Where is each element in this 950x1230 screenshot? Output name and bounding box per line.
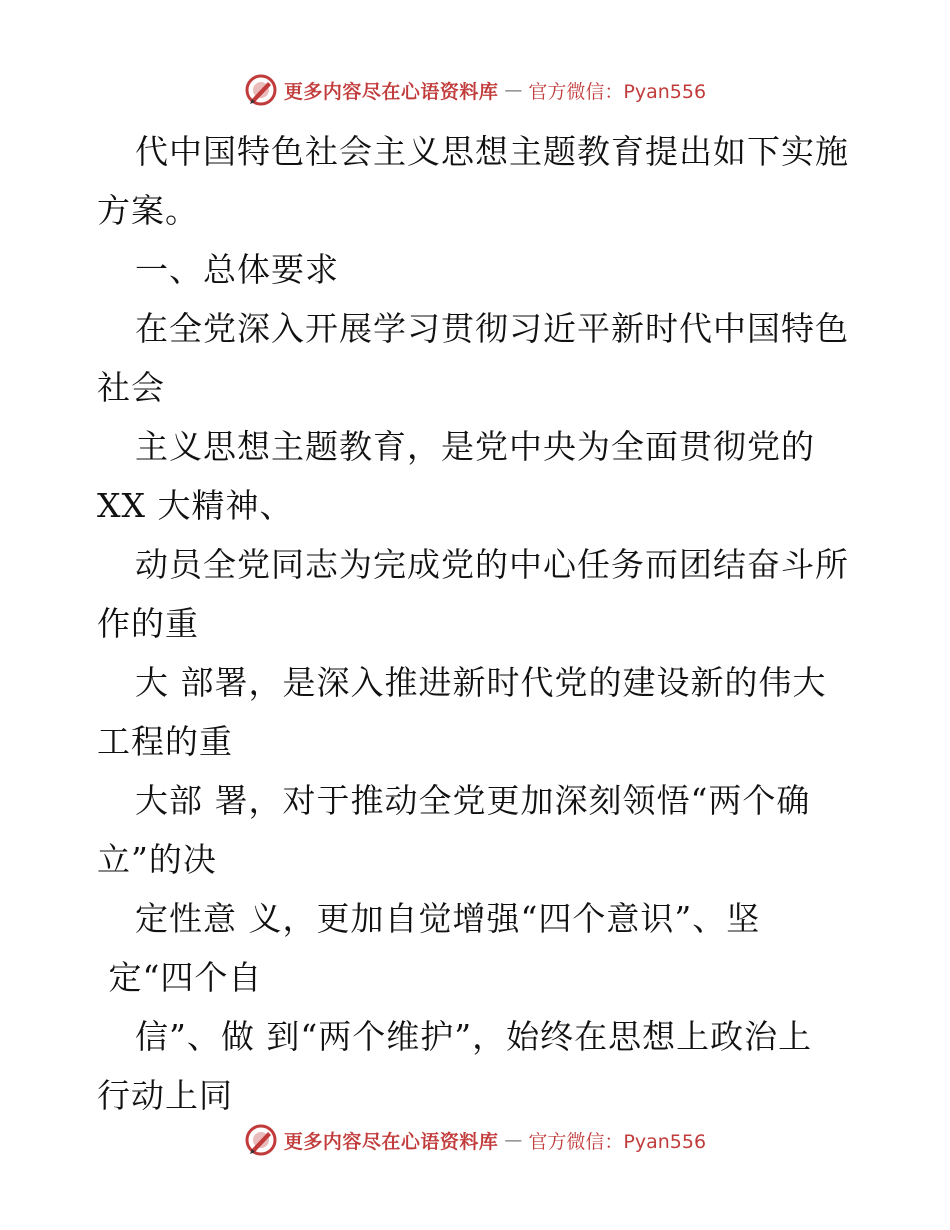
body-line: 方案。: [97, 191, 199, 230]
watermark-header: [0, 70, 950, 110]
body-line: 社会: [97, 368, 165, 407]
pen-logo-icon: [244, 73, 278, 107]
body-line: 主义思想主题教育，是党中央为全面贯彻党的: [135, 427, 815, 466]
body-line: 作的重: [97, 604, 199, 643]
watermark-separator: —: [504, 79, 523, 101]
pen-logo-icon: [244, 1123, 278, 1157]
body-line: 定性意 义，更加自觉增强“四个意识”、坚: [135, 899, 761, 938]
body-line: 代中国特色社会主义思想主题教育提出如下实施: [135, 132, 849, 171]
body-line: 立”的决: [97, 840, 217, 879]
body-line: 工程的重: [97, 722, 233, 761]
body-line: 行动上同: [97, 1076, 233, 1115]
document-body: [97, 122, 867, 1125]
body-line: 在全党深入开展学习贯彻习近平新时代中国特色: [135, 309, 849, 348]
body-line: 动员全党同志为完成党的中心任务而团结奋斗所: [135, 545, 849, 584]
watermark-separator: —: [504, 1129, 523, 1151]
section-heading: 一、总体要求: [135, 250, 339, 289]
body-line: 信”、做 到“两个维护”，始终在思想上政治上: [135, 1017, 813, 1056]
body-line: XX 大精神、: [97, 486, 294, 525]
watermark-main-text: 更多内容尽在心语资料库: [283, 80, 499, 103]
body-line: 大部 署，对于推动全党更加深刻领悟“两个确: [135, 781, 811, 820]
watermark-footer: [0, 1120, 950, 1160]
body-line: 大 部署，是深入推进新时代党的建设新的伟大: [135, 663, 827, 702]
watermark-contact: 官方微信：Pyan556: [528, 80, 707, 103]
watermark-main-text: 更多内容尽在心语资料库: [283, 1130, 499, 1153]
body-line: 定“四个自: [97, 958, 263, 997]
watermark-contact: 官方微信：Pyan556: [528, 1130, 707, 1153]
